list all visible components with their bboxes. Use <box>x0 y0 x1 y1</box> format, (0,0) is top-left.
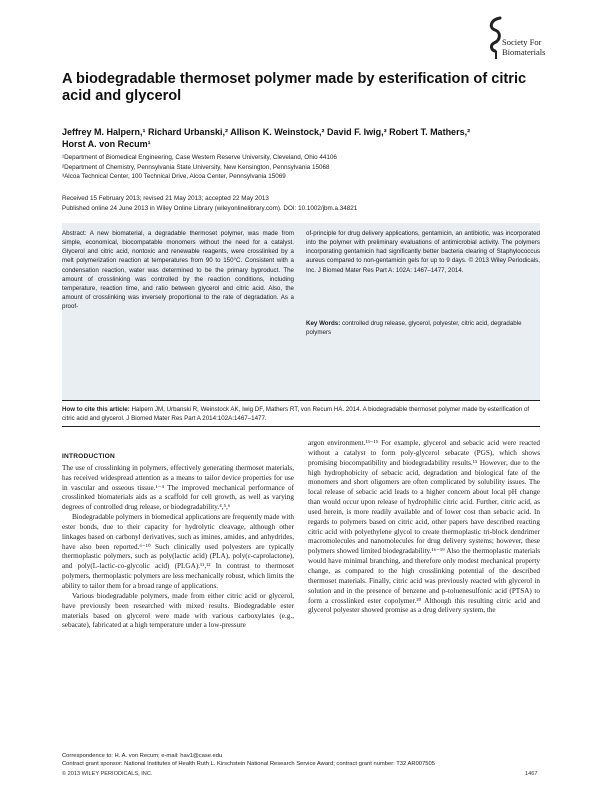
authors-line-2: Horst A. von Recum¹ <box>62 138 151 149</box>
page-number: 1467 <box>525 771 538 777</box>
abstract-column-1: Abstract: A new biomaterial, a degradable thermoset polymer, was made from simple, economical, biocompatable monomers without the need for a catalyst. Glycerol and citric acid, nontoxic and renewable reagents, were crosslinked by a melt polymerization reaction at temperatures from 90 to 150°C. Consistent with a condensation reaction, water was determined to be the primary byproduct. The amount of crosslinking was controlled by the reaction conditions, including temperature, reaction time, and ratio between glycerol and citric acid. Also, the amount of crosslinking was inversely proportional to the rate of degradation. As a proof- <box>62 230 294 311</box>
received-dates: Received 15 February 2013; revised 21 May 2013; accepted 22 May 2013 <box>62 195 269 202</box>
correspondence-text: Correspondence to: H. A. von Recum; e-mail: hav1@case.edu <box>62 753 223 759</box>
paragraph: Biodegradable polymers in biomedical applications are frequently made with ester bonds, due to their capacity for hydrolytic cleavage, although other linkages based on carbonyl derivatives, such as imines, amides, and anhydrides, have also been reported.⁶⁻¹⁰ Such clinically used polyesters are typically thermoplastic polymers, such as poly(lactic acid) (PLA), poly(ε-caprolactone), and poly(L-lactic-co-glycolic acid) (PLGA).¹¹,¹² In contrast to thermoset polymers, thermoplastic polymers are less mechanically robust, which limits the ability to tailor them for a broad range of applications. <box>62 513 294 590</box>
footnotes <box>62 753 540 768</box>
correspondence-note <box>62 753 540 761</box>
affiliation-2: ²Department of Chemistry, Pennsylvania State University, New Kensington, Pennsylvania 15068 <box>62 163 330 171</box>
cite-text: Halpern JM, Urbanski R, Weinstock AK, Iwig DF, Mathers RT, von Recum HA. 2014. A biodegradable thermoset polymer made by esterification of citric acid and glycerol. J Biomed Mater Res Part A 2014:102A:1467–1477. <box>62 406 530 423</box>
published-online: Published online 24 June 2013 in Wiley Online Library (wileyonlinelibrary.com). DOI: 10.1002/jbm.a.34821 <box>62 204 358 212</box>
affiliation-3: ³Alcoa Technical Center, 100 Technical Drive, Alcoa Center, Pennsylvania 15069 <box>62 173 286 181</box>
society-logo-text: Society For Biomaterials <box>502 37 546 57</box>
keywords <box>306 319 540 337</box>
keywords-text: controlled drug release, glycerol, polyester, citric acid, degradable polymers <box>306 320 522 337</box>
paragraph: Various biodegradable polymers, made from either citric acid or glycerol, have previously been researched with mixed results. Biodegradable ester materials based on glycerol were made with various carboxylates (e.g., sebacate), fabricated at a high temperature under a low-pressure <box>62 591 294 630</box>
keywords-label: Key Words: <box>306 320 341 327</box>
authors-line-1: Jeffrey M. Halpern,¹ Richard Urbanski,² Allison K. Weinstock,² David F. Iwig,³ Robert T. Mathers,² <box>62 127 471 137</box>
author-list <box>62 127 542 150</box>
section-heading: INTRODUCTION <box>62 453 115 460</box>
body-column-left <box>62 452 294 631</box>
divider-top <box>62 400 540 401</box>
cite-label: How to cite this article: <box>62 406 130 413</box>
copyright-footer: © 2013 WILEY PERIODICALS, INC. <box>62 771 153 777</box>
abstract-column-2: of-principle for drug delivery applications, gentamicin, an antibiotic, was incorporated into the polymer with preliminary evaluations of antimicrobial activity. The polymers incorporating gentamicin had significantly better bacteria clearing of Staphylococcus aureus compared to non-gentamicin gels for up to 9 days. © 2013 Wiley Periodicals, Inc. J Biomed Mater Res Part A: 102A: 1467–1477, 2014. <box>306 230 540 274</box>
divider-bottom <box>62 426 540 427</box>
article-dates <box>62 194 542 213</box>
article-title: A biodegradable thermoset polymer made by esterification of citric acid and glycerol <box>62 71 527 104</box>
paragraph: The use of crosslinking in polymers, effectively generating thermoset materials, has received widespread attention as a means to tailor device properties for use in vascular and osseous tissue.¹⁻⁴ The improved mechanical performance of crosslinked biomaterials aids as a scaffold for cell growth, as well as varying degrees of controlled drug release, or biodegradability.⁴,⁵,⁶ <box>62 463 294 512</box>
affiliation-1: ¹Department of Biomedical Engineering, Case Western Reserve University, Cleveland, Ohio 44106 <box>62 154 337 161</box>
how-to-cite <box>62 405 540 423</box>
affiliations <box>62 153 542 182</box>
paragraph: argon environment.¹³⁻¹⁵ For example, glycerol and sebacic acid were reacted without a catalyst to form poly-glycerol sebacate (PGS), which shows promising biocompatibility and biodegradability results.¹⁵ However, due to the high hydrophobicity of sebacic acid, degradation and biological fate of the monomers and short oligomers are often complicated by solubility issues. The local release of sebacic acid leads to a higher concern about local pH change than would occur upon release of hydrophilic citric acid. Further, citric acid, as used herein, is more readily available and of lower cost than sebacic acid. In regards to polymers based on citric acid, other papers have described reacting citric acid with polyethylene glycol to create thermoplastic tri-block dendrimer macromolecules and nanomolecules for drug delivery systems; however, these polymers showed limited biodegradability.¹⁶⁻¹⁹ Also the thermoplastic materials would have minimal branching, and therefore only modest mechanical property change, as compared to the high crosslinking potential of the described thermoset materials. Finally, citric acid was previously reacted with glycerol in solution and in the presence of benzene and p-toluenesulfonic acid (PTSA) to form a crosslinked ester copolymer.²⁰ Although this resulting citric acid and glycerol polyester showed promise as a drug delivery system, the <box>308 439 540 615</box>
body-column-right <box>308 439 540 616</box>
grant-note: Contract grant sponsor: National Institutes of Health Ruth L. Kirschstein National Research Service Award; contract grant number: T32 AR007505 <box>62 760 435 767</box>
